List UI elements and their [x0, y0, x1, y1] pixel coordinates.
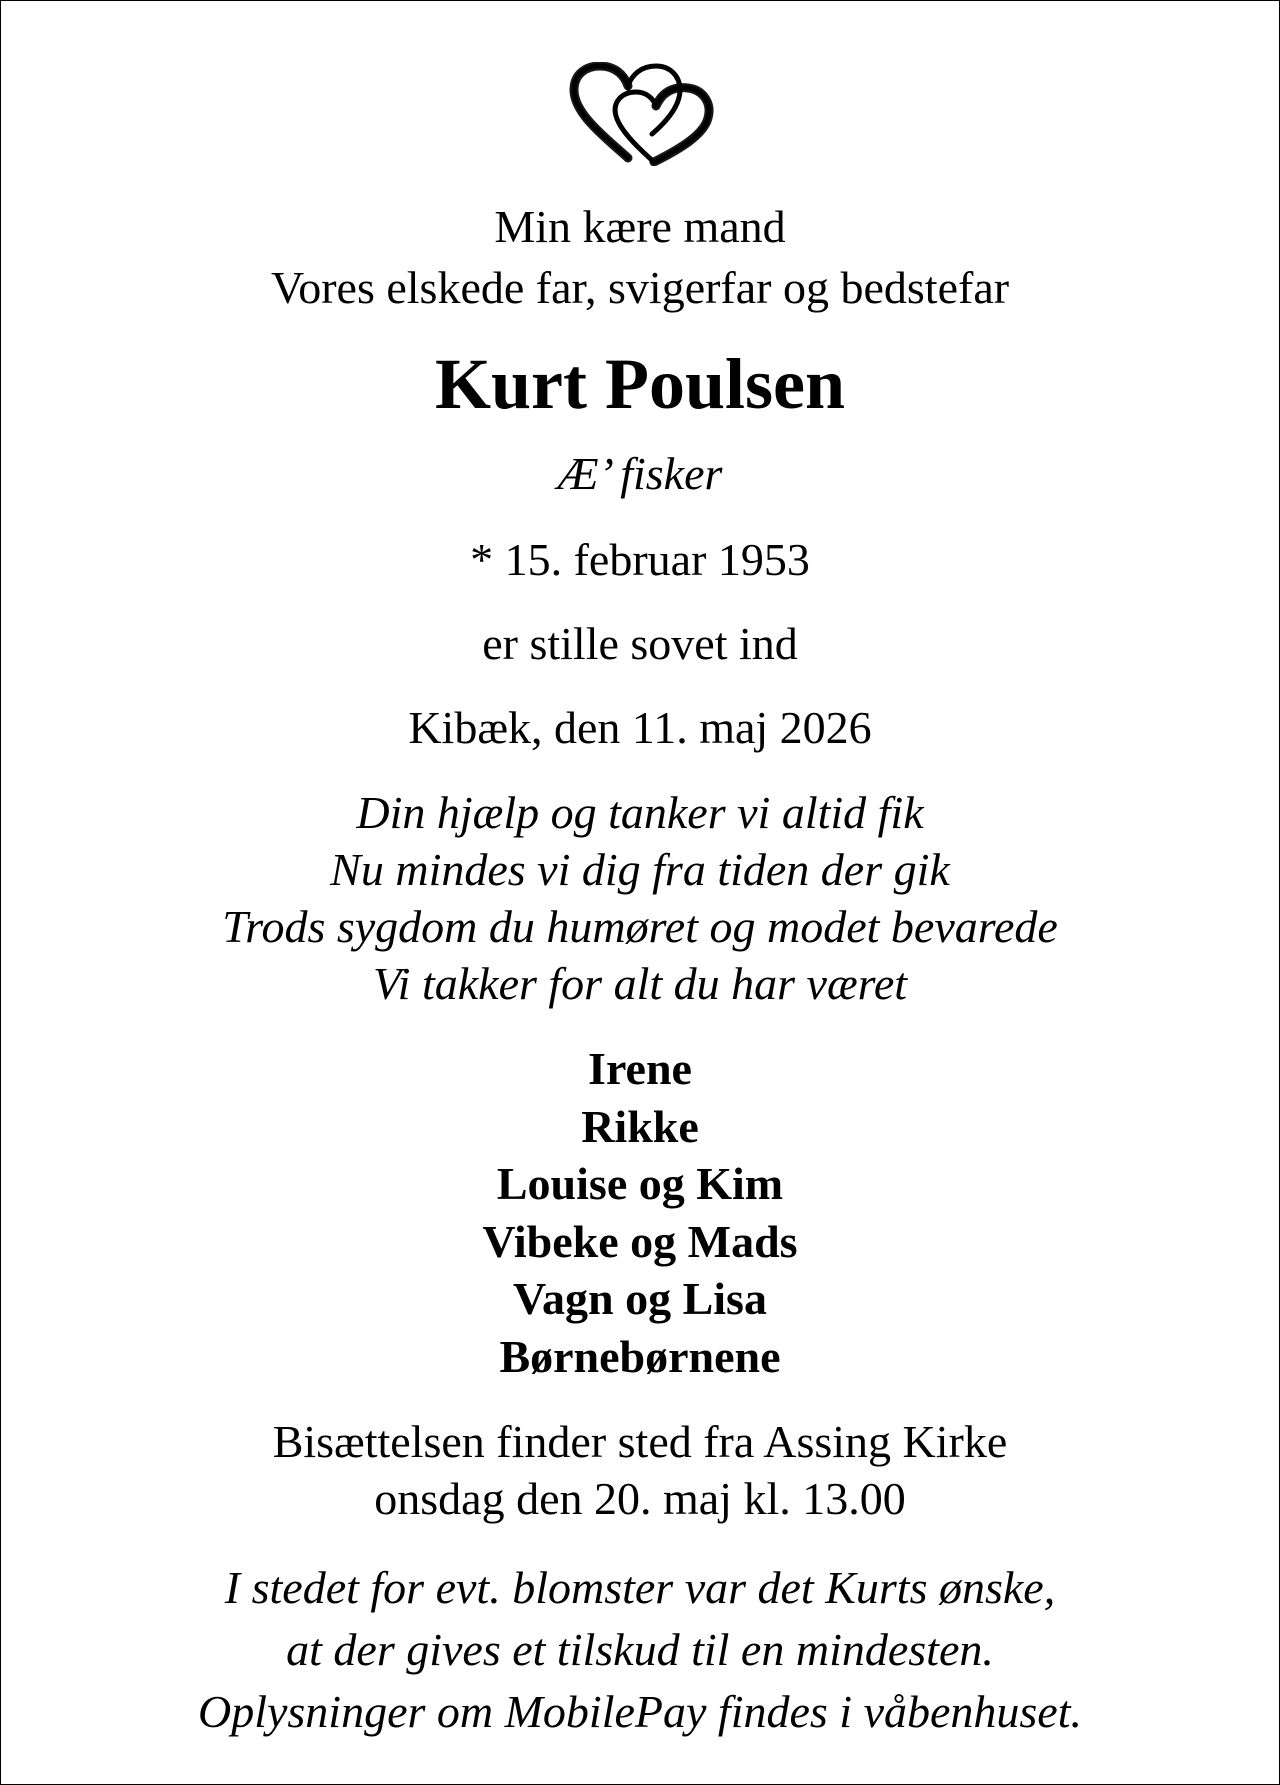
intro-line: Vores elskede far, svigerfar og bedstefar	[270, 262, 1010, 313]
family-member: Børnebørnene	[499, 1330, 781, 1382]
family-member: Vibeke og Mads	[482, 1215, 798, 1267]
place-and-date: Kibæk, den 11. maj 2026	[408, 702, 872, 753]
poem-line: Vi takker for alt du har været	[372, 958, 908, 1009]
family-member: Irene	[588, 1043, 692, 1094]
death-announcement: er stille sovet ind	[482, 618, 798, 669]
family-member: Vagn og Lisa	[513, 1273, 767, 1324]
intro-line: Min kære mand	[494, 201, 786, 252]
nickname: Æ’ fisker	[557, 448, 723, 499]
funeral-line: onsdag den 20. maj kl. 13.00	[374, 1473, 906, 1524]
poem-line: Nu mindes vi dig fra tiden der gik	[330, 844, 950, 895]
poem-line: Din hjælp og tanker vi altid fik	[356, 787, 924, 838]
funeral-line: Bisættelsen finder sted fra Assing Kirke	[272, 1416, 1008, 1467]
memorial-poem	[0, 784, 1280, 1012]
family-member: Louise og Kim	[496, 1158, 784, 1209]
deceased-name: Kurt Poulsen	[434, 344, 846, 424]
funeral-info	[0, 1413, 1280, 1527]
family-member: Rikke	[581, 1100, 699, 1152]
family-list	[0, 1040, 1280, 1385]
poem-line: Trods sygdom du humøret og modet bevarede	[222, 901, 1058, 952]
intro-lines	[0, 196, 1280, 318]
donation-note	[0, 1557, 1280, 1743]
note-line: I stedet for evt. blomster var det Kurts ønske,	[224, 1562, 1056, 1613]
birth-date: * 15. februar 1953	[470, 534, 810, 585]
intertwined-hearts-icon	[566, 62, 716, 166]
note-line: at der gives et tilskud til en mindesten.	[286, 1624, 994, 1675]
note-line: Oplysninger om MobilePay findes i våbenhuset.	[197, 1686, 1083, 1737]
